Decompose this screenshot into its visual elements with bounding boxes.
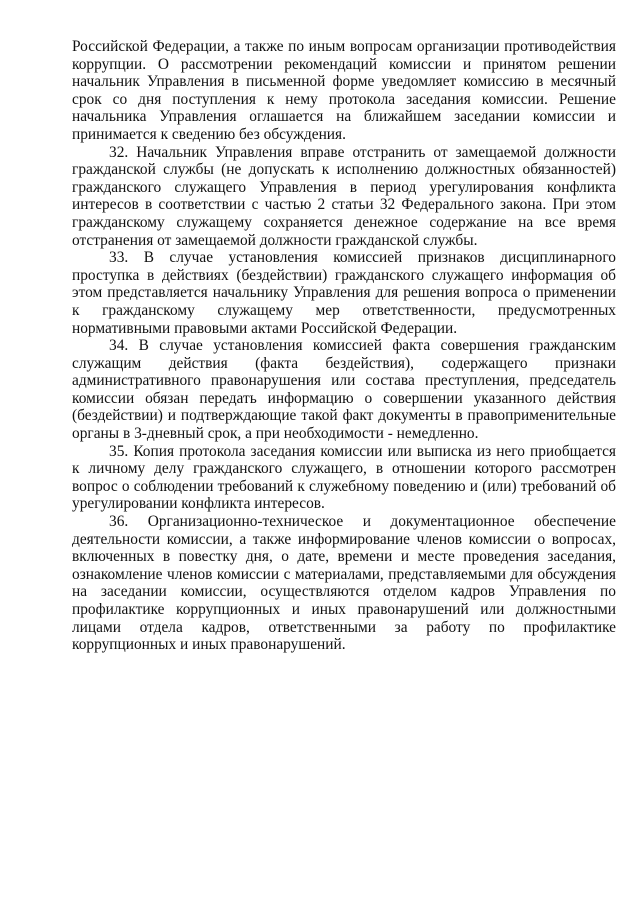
paragraph-number: 34.	[109, 337, 129, 355]
paragraph-text: В случае установления комиссией факта совершения гражданским служащим действия (факта бездействия), содержащего признаки административного правонарушения или состава преступления, председатель комиссии обязан передать информацию о совершении указанного действия (бездействии) и подтверждающие такой факт документы в правоприменительные органы в 3-дневный срок, а при необходимости - немедленно.	[72, 337, 616, 443]
paragraph-text: Копия протокола заседания комиссии или выписка из него приобщается к личному делу гражданского служащего, в отношении которого рассмотрен вопрос о соблюдении требований к служебному поведению и (или) требований об урегулировании конфликта интересов.	[72, 442, 616, 513]
paragraph-34	[72, 337, 616, 443]
document-page	[72, 38, 616, 654]
paragraph-continuation	[72, 38, 616, 144]
paragraph-text: Организационно-техническое и документационное обеспечение деятельности комиссии, а также информирование членов комиссии о вопросах, включенных в повестку дня, о дате, времени и месте проведения заседания, ознакомление членов комиссии с материалами, представляемыми для обсуждения на заседании комиссии, осуществляются отделом кадров Управления по профилактике коррупционных и иных правонарушений или должностными лицами отдела кадров, ответственными за работу по профилактике коррупционных и иных правонарушений.	[72, 513, 616, 654]
paragraph-35	[72, 443, 616, 513]
paragraph-text: Российской Федерации, а также по иным вопросам организации противодействия коррупции. О рассмотрении рекомендаций комиссии и принятом решении начальник Управления в письменной форме уведомляет комиссию в месячный срок со дня поступления к нему протокола заседания комиссии. Решение начальника Управления оглашается на ближайшем заседании комиссии и принимается к сведению без обсуждения.	[72, 38, 616, 143]
paragraph-33	[72, 249, 616, 337]
paragraph-number: 32.	[109, 143, 129, 161]
paragraph-32	[72, 144, 616, 250]
paragraph-36	[72, 513, 616, 654]
paragraph-number: 35.	[109, 442, 129, 460]
paragraph-text: Начальник Управления вправе отстранить от замещаемой должности гражданской службы (не допускать к исполнению должностных обязанностей) гражданского служащего Управления в период урегулирования конфликта интересов в соответствии с частью 2 статьи 32 Федерального закона. При этом гражданскому служащему сохраняется денежное содержание на все время отстранения от замещаемой должности гражданской службы.	[72, 143, 616, 249]
paragraph-number: 36.	[109, 513, 129, 531]
paragraph-text: В случае установления комиссией признаков дисциплинарного проступка в действиях (бездействии) гражданского служащего информация об этом представляется начальнику Управления для решения вопроса о применении к гражданскому служащему мер ответственности, предусмотренных нормативными правовыми актами Российской Федерации.	[72, 249, 616, 337]
paragraph-number: 33.	[109, 249, 129, 267]
